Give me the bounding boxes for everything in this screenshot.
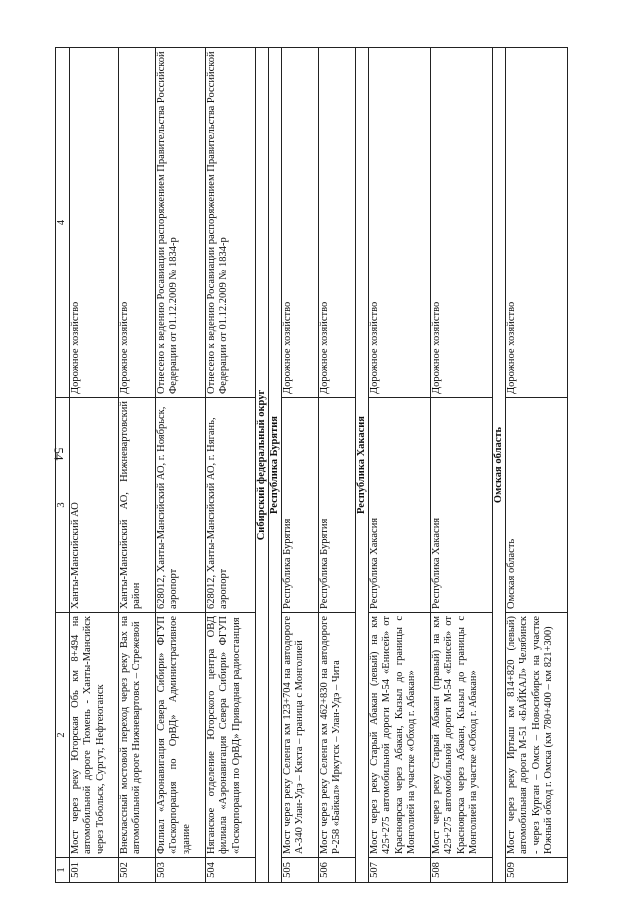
- table-header-row: [56, 48, 70, 883]
- object-location: Ханты-Мансийский АО, Нижневартовский район: [119, 398, 156, 613]
- rotated-page: [55, 48, 635, 883]
- object-name: Мост через реку Селенга км 123+704 на автодороге А-340 Улан-Удэ – Кяхта – граница с Монголией: [282, 613, 319, 858]
- region-khakassia-row: [356, 48, 369, 883]
- object-location: Республика Бурятия: [282, 398, 319, 613]
- objects-table: [55, 47, 568, 883]
- object-name: Мост через реку Иртыш км 814+820 (левый) автомобильная дорога М-51 «БАЙКАЛ» Челябинск - через Курган – Омск – Новосибирск на участке Южный обход г. Омска (км 780+400 – км 821+300): [506, 613, 568, 858]
- object-name: Внеклассный мостовой переход через реку Вах на автомобильной дороге Нижневартовск – Стрежевой: [119, 613, 156, 858]
- header-col-4: 4: [56, 48, 70, 398]
- table-row: [369, 48, 431, 883]
- object-owner: Отнесено к ведению Росавиации распоряжением Правительства Российской Федерации от 01.12.2009 № 1834-р: [156, 48, 206, 398]
- object-name: Мост через реку Старый Абакан (правый) на км 425+275 автомобильной дороги М-54 «Енисей» от Красноярска через Абакан, Кызыл до границы с Монголией на участке «Обход г. Абакан»: [431, 613, 493, 858]
- page-number: 54: [51, 447, 67, 461]
- row-number: 508: [431, 858, 493, 883]
- header-col-2: 2: [56, 613, 70, 858]
- section-siberia-row: [256, 48, 269, 883]
- section-title-siberia: Сибирский федеральный округ: [256, 48, 269, 883]
- table-row: [119, 48, 156, 883]
- row-number: 509: [506, 858, 568, 883]
- header-col-1: 1: [56, 858, 70, 883]
- object-location: Ханты-Мансийский АО: [70, 398, 119, 613]
- object-name: Няганское отделение Югорского центра ОВД филиала «Аэронавигация Севера Сибири» ФГУП «Госкорпорация по ОрВД» Приводная радиостанция: [206, 613, 256, 858]
- object-location: Омская область: [506, 398, 568, 613]
- object-name: Мост через реку Югорская Обь км 8+494 на автомобильной дороге Тюмень - Ханты-Мансийск через Тобольск, Сургут, Нефтеюганск: [70, 613, 119, 858]
- object-location: Республика Хакасия: [369, 398, 431, 613]
- object-name: Мост через реку Старый Абакан (левый) на км 425+275 автомобильной дороги М-54 «Енисей» от Красноярска через Абакан, Кызыл до границы с Монголией на участке «Обход г. Абакан»: [369, 613, 431, 858]
- row-number: 505: [282, 858, 319, 883]
- object-owner: Отнесено к ведению Росавиации распоряжением Правительства Российской Федерации от 01.12.2009 № 1834-р: [206, 48, 256, 398]
- header-col-3: 3: [56, 398, 70, 613]
- region-title-omsk: Омская область: [493, 48, 506, 883]
- object-owner: Дорожное хозяйство: [431, 48, 493, 398]
- region-title-khakassia: Республика Хакасия: [356, 48, 369, 883]
- object-location: 628012, Ханты-Мансийский АО, г. Нягань, аэропорт: [206, 398, 256, 613]
- object-owner: Дорожное хозяйство: [319, 48, 356, 398]
- row-number: 507: [369, 858, 431, 883]
- object-owner: Дорожное хозяйство: [282, 48, 319, 398]
- table-row: [506, 48, 568, 883]
- region-omsk-row: [493, 48, 506, 883]
- row-number: 504: [206, 858, 256, 883]
- table-row: [319, 48, 356, 883]
- object-location: Республика Хакасия: [431, 398, 493, 613]
- table-row: [431, 48, 493, 883]
- row-number: 501: [70, 858, 119, 883]
- row-number: 506: [319, 858, 356, 883]
- object-owner: Дорожное хозяйство: [506, 48, 568, 398]
- object-owner: Дорожное хозяйство: [119, 48, 156, 398]
- object-owner: Дорожное хозяйство: [369, 48, 431, 398]
- row-number: 502: [119, 858, 156, 883]
- object-name: Мост через реку Селенга км 462+830 на автодороге Р-258 «Байкал» Иркутск – Улан-Удэ – Чита: [319, 613, 356, 858]
- region-buryatia-row: [269, 48, 282, 883]
- table-row: [206, 48, 256, 883]
- object-owner: Дорожное хозяйство: [70, 48, 119, 398]
- object-location: Республика Бурятия: [319, 398, 356, 613]
- table-row: [156, 48, 206, 883]
- region-title-buryatia: Республика Бурятия: [269, 48, 282, 883]
- row-number: 503: [156, 858, 206, 883]
- table-row: [70, 48, 119, 883]
- object-name: Филиал «Аэронавигация Севера Сибири» ФГУП «Госкорпорация по ОрВД» Административное здание: [156, 613, 206, 858]
- table-row: [282, 48, 319, 883]
- object-location: 628012, Ханты-Мансийский АО, г. Ноябрьск, аэропорт: [156, 398, 206, 613]
